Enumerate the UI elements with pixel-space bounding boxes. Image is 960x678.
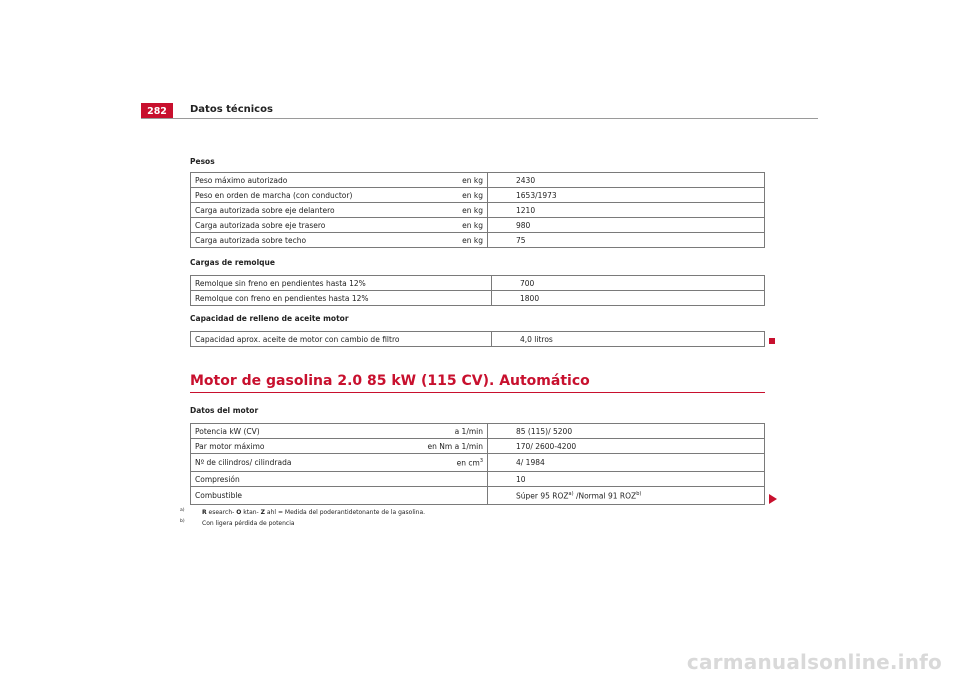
section-heading-oil: Capacidad de relleno de aceite motor	[190, 314, 349, 323]
footnote-text: Con ligera pérdida de potencia	[202, 520, 295, 527]
footnote-a	[180, 508, 425, 516]
row-value: 170/ 2600-4200	[488, 439, 765, 454]
row-value: 10	[488, 472, 765, 487]
footnote-text: ahl = Medida del poderantidetonante de la gasolina.	[265, 509, 426, 516]
row-label: Compresión	[191, 472, 420, 487]
row-value: 1210	[488, 203, 765, 218]
row-unit: en kg	[419, 173, 488, 188]
engine-title-rule	[190, 392, 765, 393]
unit-superscript: 3	[479, 457, 483, 464]
row-label: Carga autorizada sobre eje trasero	[191, 218, 420, 233]
row-unit: a 1/min	[419, 424, 488, 439]
row-value: 1800	[492, 291, 765, 306]
row-label: Peso máximo autorizado	[191, 173, 420, 188]
row-value: 75	[488, 233, 765, 248]
row-label: Potencia kW (CV)	[191, 424, 420, 439]
row-label: Peso en orden de marcha (con conductor)	[191, 188, 420, 203]
row-label: Carga autorizada sobre techo	[191, 233, 420, 248]
row-unit: en kg	[419, 218, 488, 233]
footnote-bold-letter: R	[202, 509, 207, 516]
table-row	[191, 276, 765, 291]
engine-data-table	[190, 423, 765, 505]
page-header-title: Datos técnicos	[190, 104, 273, 115]
footnote-ref-a: a)	[568, 490, 574, 497]
row-unit	[419, 487, 488, 505]
row-value: 85 (115)/ 5200	[488, 424, 765, 439]
table-row	[191, 218, 765, 233]
row-unit	[419, 454, 488, 472]
table-row	[191, 203, 765, 218]
footnote-text: esearch-	[206, 509, 237, 516]
table-row	[191, 487, 765, 505]
row-label: Combustible	[191, 487, 420, 505]
fuel-value-1: Súper 95 ROZ	[516, 491, 569, 501]
table-row	[191, 472, 765, 487]
table-row	[191, 233, 765, 248]
header-divider	[141, 118, 818, 119]
row-label: Capacidad aprox. aceite de motor con cambio de filtro	[191, 332, 492, 347]
footnote-mark: b)	[180, 519, 185, 524]
row-label: Remolque con freno en pendientes hasta 12%	[191, 291, 492, 306]
table-row	[191, 188, 765, 203]
trailer-table	[190, 275, 765, 306]
row-value	[488, 487, 765, 505]
row-value: 700	[492, 276, 765, 291]
footnote-bold-letter: O	[236, 509, 242, 516]
section-heading-trailer: Cargas de remolque	[190, 258, 275, 267]
section-heading-engine-data: Datos del motor	[190, 406, 259, 415]
footnote-text: ktan-	[241, 509, 261, 516]
row-unit: en kg	[419, 203, 488, 218]
table-row	[191, 424, 765, 439]
oil-table	[190, 331, 765, 347]
row-value: 4,0 litros	[492, 332, 765, 347]
row-unit	[419, 472, 488, 487]
fuel-value-2: /Normal 91 ROZ	[573, 491, 637, 501]
table-row	[191, 332, 765, 347]
row-label: Carga autorizada sobre eje delantero	[191, 203, 420, 218]
row-unit: en kg	[419, 188, 488, 203]
row-label: Remolque sin freno en pendientes hasta 12%	[191, 276, 492, 291]
page-number: 282	[141, 103, 173, 119]
table-row	[191, 291, 765, 306]
section-heading-pesos: Pesos	[190, 157, 215, 166]
continue-arrow-icon	[769, 494, 777, 504]
table-row	[191, 173, 765, 188]
section-end-marker-icon	[769, 338, 775, 344]
row-value: 980	[488, 218, 765, 233]
row-unit: en Nm a 1/min	[419, 439, 488, 454]
table-row	[191, 454, 765, 472]
row-label: Par motor máximo	[191, 439, 420, 454]
row-value: 1653/1973	[488, 188, 765, 203]
footnote-b	[180, 519, 295, 527]
row-value: 4/ 1984	[488, 454, 765, 472]
table-row	[191, 439, 765, 454]
footnote-ref-b: b)	[636, 490, 642, 497]
unit-text: en cm	[456, 458, 480, 468]
row-unit: en kg	[419, 233, 488, 248]
row-value: 2430	[488, 173, 765, 188]
footnote-mark: a)	[180, 508, 185, 513]
watermark-logo: carmanualsonline.info	[686, 650, 942, 674]
engine-section-title: Motor de gasolina 2.0 85 kW (115 CV). Automático	[190, 373, 590, 389]
footnote-bold-letter: Z	[260, 509, 265, 516]
row-label: Nº de cilindros/ cilindrada	[191, 454, 420, 472]
weights-table	[190, 172, 765, 248]
